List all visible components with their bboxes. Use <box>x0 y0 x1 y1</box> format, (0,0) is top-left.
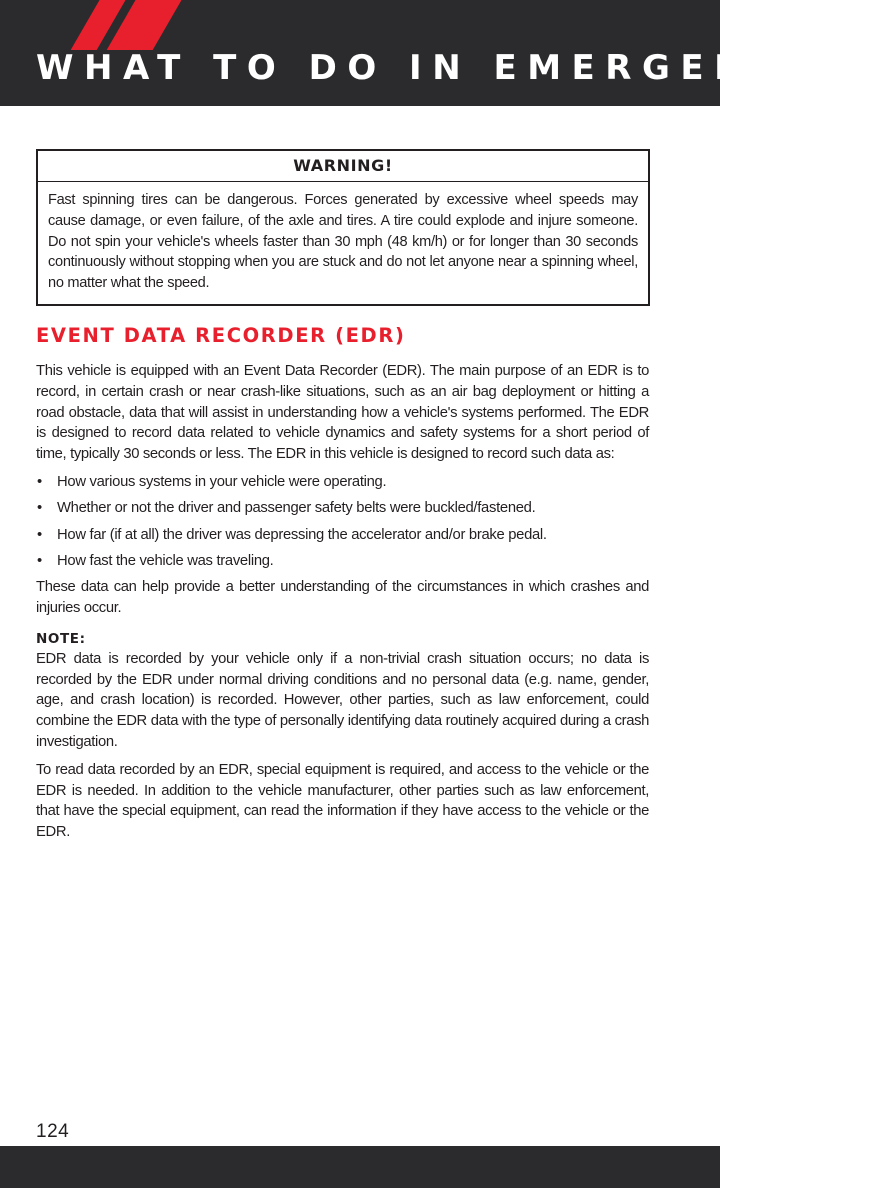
bullet-icon: • <box>37 500 42 517</box>
list-item-text: How fast the vehicle was traveling. <box>57 552 274 569</box>
bullet-icon: • <box>37 526 42 543</box>
bullet-icon: • <box>37 552 42 569</box>
list-item <box>36 498 649 519</box>
page-footer-bar <box>0 1146 720 1188</box>
edr-section <box>36 324 649 850</box>
chapter-title: WHAT TO DO IN EMERGENCIES <box>36 48 880 88</box>
bullet-icon: • <box>37 473 42 490</box>
note-paragraph: EDR data is recorded by your vehicle only if a non-trivial crash situation occurs; no data is recorded by the EDR under normal driving conditions and no personal data (e.g. name, gender, age, and crash location) is recorded. However, other parties, such as law enforcement, could combine the EDR data with the type of personally identifying data routinely acquired during a crash investigation. <box>36 650 649 750</box>
list-item-text: How various systems in your vehicle were operating. <box>57 473 387 490</box>
list-item-text: How far (if at all) the driver was depressing the accelerator and/or brake pedal. <box>57 526 547 543</box>
section-title: EVENT DATA RECORDER (EDR) <box>36 324 406 347</box>
list-item <box>36 472 649 493</box>
list-item <box>36 525 649 546</box>
page-header <box>0 0 880 106</box>
edr-intro-paragraph: This vehicle is equipped with an Event Data Recorder (EDR). The main purpose of an EDR is to record, in certain crash or near crash-like situations, such as an air bag deployment or hitting a road obstacle, data that will assist in understanding how a vehicle's systems performed. The EDR is designed to record data related to vehicle dynamics and safety systems for a short period of time, typically 30 seconds or less. The EDR in this vehicle is designed to record such data as: <box>36 363 649 463</box>
warning-box <box>36 149 650 306</box>
warning-title: WARNING! <box>38 151 648 182</box>
warning-text: Fast spinning tires can be dangerous. Forces generated by excessive wheel speeds may cause damage, or even failure, of the axle and tires. A tire could explode and injure someone. Do not spin your vehicle's wheels faster than 30 mph (48 km/h) or for longer than 30 seconds continuously without stopping when you are stuck and do not let anyone near a spinning wheel, no matter what the speed. <box>48 192 638 292</box>
access-paragraph: To read data recorded by an EDR, special equipment is required, and access to the vehicle or the EDR is needed. In addition to the vehicle manufacturer, other parties such as law enforcement, that have the special equipment, can read the information if they have access to the vehicle or the EDR. <box>36 761 649 841</box>
note-label: NOTE: <box>36 630 86 647</box>
page-number: 124 <box>36 1121 70 1142</box>
list-item <box>36 551 649 572</box>
recorded-data-list <box>36 472 649 572</box>
understanding-paragraph: These data can help provide a better understanding of the circumstances in which crashes and injuries occur. <box>36 579 649 616</box>
list-item-text: Whether or not the driver and passenger safety belts were buckled/fastened. <box>57 500 536 517</box>
